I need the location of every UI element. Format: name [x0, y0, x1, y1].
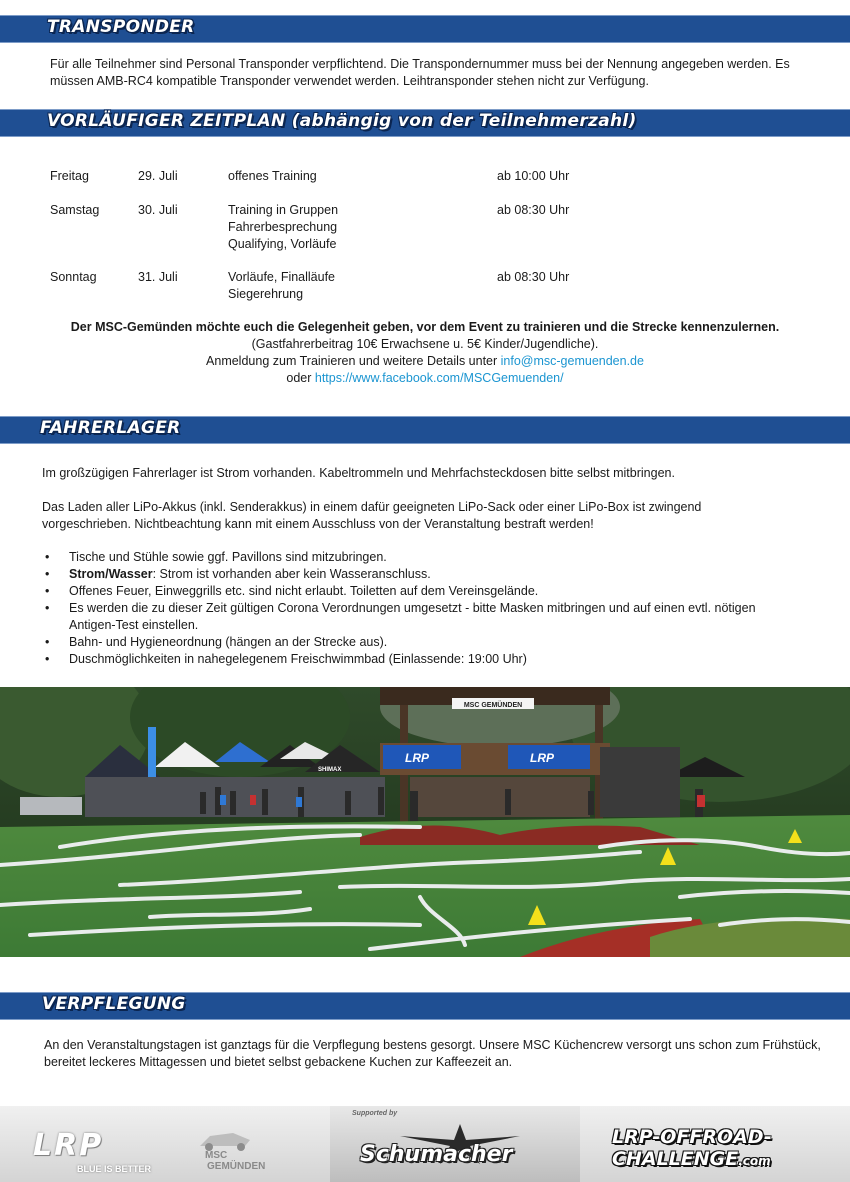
section-title: FAHRERLAGER: [40, 418, 181, 438]
challenge-line1: LRP-OFFROAD-: [612, 1126, 772, 1148]
schedule-date: 30. Juli: [138, 203, 178, 217]
list-item-text: Offenes Feuer, Einweggrills etc. sind nicht erlaubt. Toiletten auf dem Vereinsgelände.: [69, 584, 539, 598]
fahrerlager-list: [42, 549, 762, 668]
schedule-date: 31. Juli: [138, 270, 178, 284]
transponder-text: Für alle Teilnehmer sind Personal Transponder verpflichtend. Die Transpondernummer muss bei der Nennung angegeben werden. Es müssen AMB-RC4 kompatible Transponder verwendet werden. Leihtransponder stehen nicht zur Verfügung.: [50, 57, 790, 88]
lrp-logo-text: LRP: [33, 1128, 104, 1163]
lrp-tagline: BLUE IS BETTER: [77, 1164, 152, 1174]
bullet-icon: •: [45, 567, 50, 581]
msc-logo-line1: MSC: [205, 1150, 228, 1161]
schumacher-logo: Schumacher: [360, 1142, 513, 1167]
schedule-activity: offenes Training: [228, 169, 317, 183]
list-item: [42, 583, 762, 600]
msc-car-icon: [195, 1130, 255, 1152]
fahrerlager-p2-line1: Das Laden aller LiPo-Akkus (inkl. Senderakkus) in einem dafür geeigneten LiPo-Sack oder einer LiPo-Box ist zwingend: [42, 500, 702, 514]
section-header-verpflegung: [0, 992, 850, 1020]
schedule-activity: Qualifying, Vorläufe: [228, 237, 337, 251]
schedule-row-saturday: [50, 202, 650, 253]
schedule-activity: Training in Gruppen: [228, 203, 339, 217]
banner-lrp: LRP: [530, 751, 554, 765]
list-item-text: : Strom ist vorhanden aber kein Wasseranschluss.: [152, 567, 431, 581]
schedule-day: Sonntag: [50, 270, 97, 284]
banner-lrp: LRP: [405, 751, 429, 765]
banner-msc: MSC GEMÜNDEN: [463, 702, 523, 709]
schedule-time: ab 10:00 Uhr: [497, 169, 570, 183]
list-item-bold: Strom/Wasser: [69, 567, 153, 581]
supported-by: Supported by: [352, 1110, 398, 1117]
msc-logo: [185, 1130, 275, 1174]
fahrerlager-p2-line2: vorgeschrieben. Nichtbeachtung kann mit einem Ausschluss von der Veranstaltung bestraft werden!: [42, 517, 594, 531]
list-item-text: Tische und Stühle sowie ggf. Pavillons sind mitzubringen.: [69, 550, 387, 564]
schedule-row-friday: [50, 168, 650, 185]
track-photo: [0, 687, 850, 957]
bullet-icon: •: [45, 550, 50, 564]
schedule-activity: Siegerehrung: [228, 287, 304, 301]
training-note-bold: Der MSC-Gemünden möchte euch die Gelegenheit geben, vor dem Event zu trainieren und die Strecke kennenzulernen.: [70, 320, 780, 334]
challenge-tld: .com: [738, 1154, 771, 1168]
msc-logo-line2: GEMÜNDEN: [207, 1161, 266, 1172]
bullet-icon: •: [45, 601, 50, 615]
schedule-activity: Vorläufe, Finalläufe: [228, 270, 336, 284]
section-title: VORLÄUFIGER ZEITPLAN (abhängig von der Teilnehmerzahl): [47, 111, 637, 131]
schedule-time: ab 08:30 Uhr: [497, 203, 570, 217]
list-item-text: Es werden die zu dieser Zeit gültigen Corona Verordnungen umgesetzt - bitte Masken mitbringen und auf einen evtl. nötigen Antigen-Test einstellen.: [69, 601, 756, 632]
contact-prefix: Anmeldung zum Trainieren und weitere Details unter: [206, 354, 501, 368]
schedule-day: Samstag: [50, 203, 100, 217]
email-link[interactable]: info@msc-gemuenden.de: [500, 354, 644, 368]
list-item: [42, 549, 762, 566]
challenge-logo: [612, 1126, 812, 1172]
list-item: [42, 600, 762, 634]
or-text: oder: [286, 371, 315, 385]
footer-sponsor-bar: [0, 1106, 850, 1182]
lrp-logo: [33, 1128, 155, 1174]
list-item: [42, 634, 762, 651]
training-contact: [0, 353, 850, 370]
facebook-link[interactable]: https://www.facebook.com/MSCGemuenden/: [314, 371, 564, 385]
training-facebook: [0, 370, 850, 387]
section-title: VERPFLEGUNG: [42, 994, 186, 1014]
fahrerlager-p1: Im großzügigen Fahrerlager ist Strom vorhanden. Kabeltrommeln und Mehrfachsteckdosen bitte selbst mitbringen.: [42, 466, 675, 480]
verpflegung-line1: An den Veranstaltungstagen ist ganztags für die Verpflegung bestens gesorgt. Unsere MSC Küchencrew versorgt uns schon zum Frühstück,: [44, 1038, 821, 1052]
sponsor-panel: [330, 1106, 580, 1182]
verpflegung-line2: bereitet leckeres Mittagessen und bietet selbst gebackene Kuchen zur Kaffeezeit an.: [44, 1055, 513, 1069]
bullet-icon: •: [45, 652, 50, 666]
section-header-transponder: [0, 15, 850, 43]
list-item-text: Duschmöglichkeiten in nahegelegenem Freischwimmbad (Einlassende: 19:00 Uhr): [69, 652, 527, 666]
section-header-fahrerlager: [0, 416, 850, 444]
schedule-time: ab 08:30 Uhr: [497, 270, 570, 284]
schedule-date: 29. Juli: [138, 169, 178, 183]
schedule-day: Freitag: [50, 169, 89, 183]
section-header-schedule: [0, 109, 850, 137]
schedule-activity: Fahrerbesprechung: [228, 220, 338, 234]
list-item-text: Bahn- und Hygieneordnung (hängen an der Strecke aus).: [69, 635, 388, 649]
list-item: [42, 651, 762, 668]
tent-logo: SHIMAX: [318, 767, 342, 773]
training-fee: (Gastfahrerbeitrag 10€ Erwachsene u. 5€ Kinder/Jugendliche).: [251, 337, 599, 351]
section-title: TRANSPONDER: [47, 17, 195, 37]
challenge-line2: CHALLENGE: [612, 1148, 739, 1170]
bullet-icon: •: [45, 635, 50, 649]
list-item: [42, 566, 762, 583]
schedule-row-sunday: [50, 269, 650, 303]
bullet-icon: •: [45, 584, 50, 598]
